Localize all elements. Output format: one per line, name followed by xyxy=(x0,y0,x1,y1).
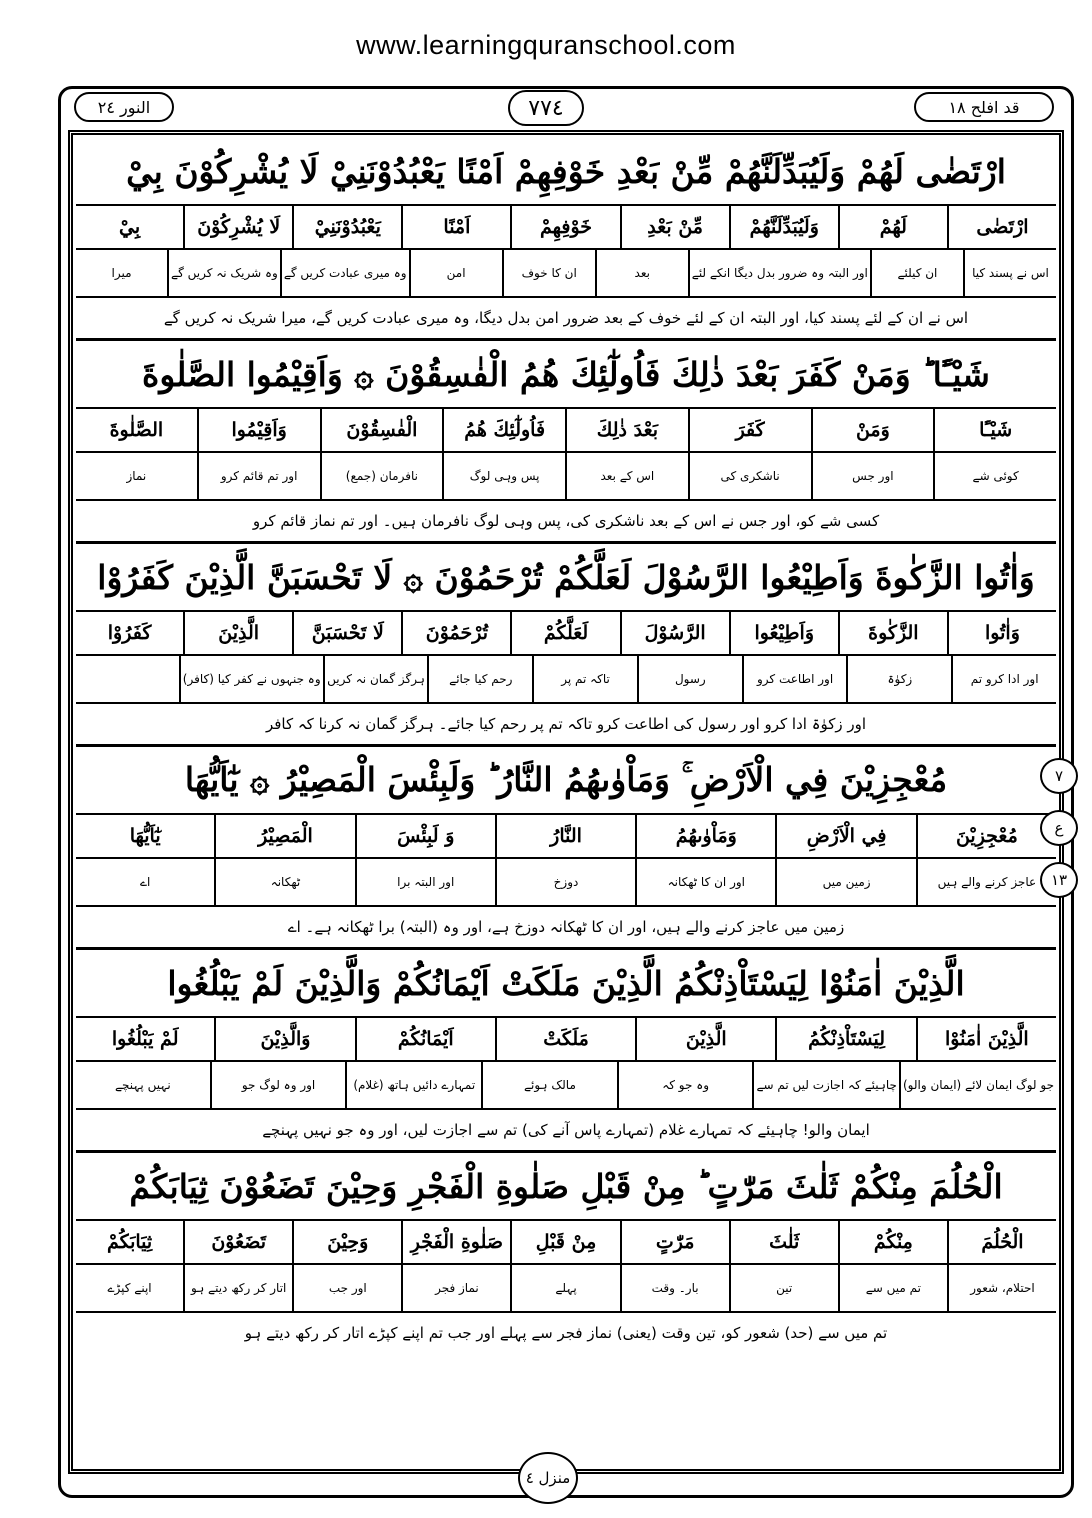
urdu-meaning-cell: ان کیلئے xyxy=(870,250,963,296)
urdu-meaning-cell: رسول xyxy=(637,656,742,702)
arabic-word-cell: الَّذِيْنَ xyxy=(635,1018,775,1060)
urdu-meaning-cell: تم میں سے xyxy=(838,1265,947,1311)
urdu-meaning-cell: اس کے بعد xyxy=(565,453,688,499)
urdu-meaning-cell: اور جب xyxy=(292,1265,401,1311)
urdu-meaning-cell: وہ جنہوں نے کفر کیا (کافر) xyxy=(179,656,323,702)
arabic-word-cell: فِي الْاَرْضِ xyxy=(775,815,915,857)
arabic-word-cell: مَلَكَتْ xyxy=(495,1018,635,1060)
urdu-meaning-cell: زکوٰۃ xyxy=(846,656,951,702)
ayah-block xyxy=(76,1153,1056,1353)
arabic-word-cell: اَيْمَانُكُمْ xyxy=(355,1018,495,1060)
urdu-meaning-cell: عاجز کرنے والے ہیں xyxy=(916,859,1056,905)
urdu-meaning-cell: وہ شریک نہ کریں گے xyxy=(167,250,280,296)
urdu-meaning-cell: اور البتہ وہ ضرور بدل دیگا انکے لئے xyxy=(688,250,870,296)
urdu-meaning-cell: احتلام، شعور xyxy=(947,1265,1056,1311)
urdu-translation-line: ایمان والو! چاہیئے کہ تمہارے غلام (تمہارے پاس آنے کی) تم سے اجازت لیں، اور وہ جو نہیں پہنچے xyxy=(76,1110,1056,1153)
ayah-block xyxy=(76,747,1056,950)
arabic-word-cell: ارْتَضٰى xyxy=(947,206,1056,248)
arabic-verse-line: مُعْجِزِيْنَ فِي الْاَرْضِ ۚ وَمَاْوٰىهُمُ النَّارُ ؕ وَلَبِئْسَ الْمَصِيْرُ ۞ يٰٓاَيُّهَا xyxy=(76,747,1056,815)
arabic-word-cell: لَهُمْ xyxy=(838,206,947,248)
urdu-translation-line: زمین میں عاجز کرنے والے ہیں، اور ان کا ٹھکانہ دوزخ ہے، اور وہ (البتہ) برا ٹھکانہ ہے۔ اے xyxy=(76,907,1056,950)
arabic-word-cell: تُرْحَمُوْنَ xyxy=(401,612,510,654)
arabic-word-cell: وَاَطِيْعُوا xyxy=(729,612,838,654)
urdu-translation-line: کسی شے کو، اور جس نے اس کے بعد ناشکری کی، پس وہی لوگ نافرمان ہیں۔ اور تم نماز قائم کرو xyxy=(76,501,1056,544)
arabic-word-cell: تَضَعُوْنَ xyxy=(183,1221,292,1263)
arabic-word-cell: خَوْفِهِمْ xyxy=(510,206,619,248)
arabic-word-cell: ثَلٰثَ xyxy=(729,1221,838,1263)
urdu-meaning-cell: تمہارے دائیں ہاتھ (غلام) xyxy=(345,1062,481,1108)
urdu-meaning-cell: پس وہی لوگ xyxy=(442,453,565,499)
urdu-meaning-cell: تین xyxy=(729,1265,838,1311)
arabic-word-cell: مَرّٰتٍ xyxy=(620,1221,729,1263)
side-marker-ruku: ع xyxy=(1040,810,1078,846)
urdu-meaning-cell: بعد xyxy=(595,250,688,296)
word-row xyxy=(76,1221,1056,1265)
word-row xyxy=(76,1018,1056,1062)
arabic-word-cell: وَلَيُبَدِّلَنَّهُمْ xyxy=(729,206,838,248)
arabic-word-cell: مِنْكُمْ xyxy=(838,1221,947,1263)
arabic-verse-line: الْحُلُمَ مِنْكُمْ ثَلٰثَ مَرّٰتٍ ؕ مِنْ قَبْلِ صَلٰوةِ الْفَجْرِ وَحِيْنَ تَضَعُوْنَ ثِيَابَكُمْ xyxy=(76,1153,1056,1221)
arabic-word-cell: لَا تَحْسَبَنَّ xyxy=(292,612,401,654)
page-number: ٧٧٤ xyxy=(508,90,584,126)
arabic-verse-line: وَاٰتُوا الزَّكٰوةَ وَاَطِيْعُوا الرَّسُوْلَ لَعَلَّكُمْ تُرْحَمُوْنَ ۞ لَا تَحْسَبَنَّ الَّذِيْنَ كَفَرُوْا xyxy=(76,544,1056,612)
arabic-word-cell: الزَّكٰوةَ xyxy=(838,612,947,654)
arabic-word-cell: يَعْبُدُوْنَنِيْ xyxy=(292,206,401,248)
urdu-meaning-cell: چاہیئے کہ اجازت لیں تم سے xyxy=(752,1062,899,1108)
urdu-translation-line: اس نے ان کے لئے پسند کیا، اور البتہ ان کے لئے خوف کے بعد ضرور امن بدل دیگا، وہ میری عبادت کریں گے، میرا شریک نہ کریں گے xyxy=(76,298,1056,341)
arabic-word-cell: الْمَصِيْرُ xyxy=(214,815,354,857)
urdu-meaning-cell: نہیں پہنچے xyxy=(115,1078,171,1092)
word-row xyxy=(76,206,1056,250)
side-marker-count: ١٣ xyxy=(1040,862,1078,898)
urdu-meaning-cell: نافرمان (جمع) xyxy=(320,453,443,499)
site-url: www.learningquranschool.com xyxy=(356,30,736,60)
urdu-meaning-cell: ناشکری کی xyxy=(688,453,811,499)
arabic-word-cell: مُعْجِزِيْنَ xyxy=(916,815,1056,857)
arabic-word-cell: وَحِيْنَ xyxy=(292,1221,401,1263)
manzil-marker: منزل ٤ xyxy=(518,1452,578,1504)
urdu-meaning-cell xyxy=(76,656,179,702)
urdu-meaning-cell: اور تم قائم کرو xyxy=(197,453,320,499)
urdu-meaning-cell: پہلے xyxy=(510,1265,619,1311)
arabic-word-cell: وَمَاْوٰىهُمُ xyxy=(635,815,775,857)
arabic-word-cell: النَّارُ xyxy=(495,815,635,857)
juz-label: قد افلح ١٨ xyxy=(914,92,1054,122)
urdu-meaning-cell: زمین میں xyxy=(775,859,915,905)
ayah-block xyxy=(76,950,1056,1153)
arabic-word-cell: الْحُلُمَ xyxy=(947,1221,1056,1263)
arabic-word-cell: الَّذِيْنَ xyxy=(183,612,292,654)
word-row xyxy=(76,409,1056,453)
urdu-meaning-cell: ٹھکانہ xyxy=(214,859,354,905)
urdu-meaning-cell: اور اطاعت کرو xyxy=(742,656,847,702)
arabic-word-cell: صَلٰوةِ الْفَجْرِ xyxy=(401,1221,510,1263)
arabic-word-cell: وَالَّذِيْنَ xyxy=(214,1018,354,1060)
arabic-word-cell: الصَّلٰوةَ xyxy=(109,419,164,441)
urdu-meaning-cell: اور ادا کرو تم xyxy=(951,656,1056,702)
word-row xyxy=(76,815,1056,859)
arabic-word-cell: كَفَرُوْا xyxy=(107,622,152,644)
arabic-word-cell: وَمَنْ xyxy=(811,409,934,451)
arabic-word-cell: يٰٓاَيُّهَا xyxy=(129,825,161,847)
arabic-word-cell: شَيْـًٔا xyxy=(933,409,1056,451)
arabic-word-cell: وَاَقِيْمُوا xyxy=(197,409,320,451)
arabic-verse-line: شَيْـًٔا ؕ وَمَنْ كَفَرَ بَعْدَ ذٰلِكَ فَاُولٰٓئِكَ هُمُ الْفٰسِقُوْنَ ۞ وَاَقِيْمُوا الصَّلٰوةَ xyxy=(76,341,1056,409)
urdu-meaning-cell: نماز xyxy=(126,469,147,483)
arabic-word-cell: ثِيَابَكُمْ xyxy=(106,1231,153,1253)
urdu-meaning-cell: اپنے کپڑے xyxy=(107,1281,152,1295)
meaning-row xyxy=(76,250,1056,298)
meaning-row xyxy=(76,656,1056,704)
urdu-meaning-cell: دوزخ xyxy=(495,859,635,905)
arabic-word-cell: وَ لَبِئْسَ xyxy=(355,815,495,857)
arabic-word-cell: مِنْ قَبْلِ xyxy=(510,1221,619,1263)
urdu-meaning-cell: اور البتہ برا xyxy=(355,859,495,905)
urdu-meaning-cell: وہ جو کہ xyxy=(617,1062,753,1108)
urdu-meaning-cell: اور جس xyxy=(811,453,934,499)
urdu-translation-line: تم میں سے (حد) شعور کو، تین وقت (یعنی) نماز فجر سے پہلے اور جب تم اپنے کپڑے اتار کر رکھ دیتے ہو xyxy=(244,1324,888,1342)
meaning-row xyxy=(76,1265,1056,1313)
urdu-meaning-cell: اور ان کا ٹھکانہ xyxy=(635,859,775,905)
meaning-row xyxy=(76,859,1056,907)
urdu-meaning-cell: اے xyxy=(139,875,151,889)
urdu-meaning-cell: تاکہ تم پر xyxy=(532,656,637,702)
ayah-block xyxy=(76,544,1056,747)
urdu-meaning-cell: وہ میری عبادت کریں گے xyxy=(280,250,409,296)
arabic-word-cell: اَمْنًا xyxy=(401,206,510,248)
arabic-word-cell: كَفَرَ xyxy=(688,409,811,451)
urdu-translation-line: اور زکوٰۃ ادا کرو اور رسول کی اطاعت کرو تاکہ تم پر رحم کیا جائے۔ ہرگز گمان نہ کرنا کہ کافر xyxy=(76,704,1056,747)
urdu-meaning-cell: رحم کیا جائے xyxy=(427,656,532,702)
arabic-word-cell: بَعْدَ ذٰلِكَ xyxy=(565,409,688,451)
ayah-block xyxy=(76,341,1056,544)
urdu-meaning-cell: مالک ہوئے xyxy=(481,1062,617,1108)
arabic-word-cell: لَمْ يَبْلُغُوا xyxy=(111,1028,179,1050)
urdu-meaning-cell: ہرگز گمان نہ کریں xyxy=(323,656,428,702)
urdu-meaning-cell: اس نے پسند کیا xyxy=(963,250,1056,296)
meaning-row xyxy=(76,1062,1056,1110)
arabic-word-cell: لَعَلَّكُمْ xyxy=(510,612,619,654)
arabic-word-cell: الْفٰسِقُوْنَ xyxy=(320,409,443,451)
arabic-verse-line: الَّذِيْنَ اٰمَنُوْا لِيَسْتَاْذِنْكُمُ الَّذِيْنَ مَلَكَتْ اَيْمَانُكُمْ وَالَّذِيْنَ لَمْ يَبْلُغُوا xyxy=(76,950,1056,1018)
urdu-meaning-cell: نماز فجر xyxy=(401,1265,510,1311)
side-marker-ruku-number: ٧ xyxy=(1040,758,1078,794)
arabic-word-cell: الرَّسُوْلَ xyxy=(620,612,729,654)
arabic-word-cell: وَاٰتُوا xyxy=(947,612,1056,654)
ayah-block xyxy=(76,138,1056,341)
meaning-row xyxy=(76,453,1056,501)
urdu-meaning-cell: اور وہ لوگ جو xyxy=(210,1062,346,1108)
arabic-word-cell: مِّنْ بَعْدِ xyxy=(620,206,729,248)
urdu-meaning-cell: میرا xyxy=(111,266,132,280)
arabic-word-cell: بِيْ xyxy=(119,216,141,238)
arabic-verse-line: ارْتَضٰى لَهُمْ وَلَيُبَدِّلَنَّهُمْ مِّنْ بَعْدِ خَوْفِهِمْ اَمْنًا يَعْبُدُوْنَنِيْ لَا يُشْرِكُوْنَ بِيْ xyxy=(76,138,1056,206)
urdu-meaning-cell: ان کا خوف xyxy=(502,250,595,296)
urdu-meaning-cell: امن xyxy=(409,250,502,296)
arabic-word-cell: فَاُولٰٓئِكَ هُمُ xyxy=(442,409,565,451)
urdu-meaning-cell: بار۔ وقت xyxy=(620,1265,729,1311)
urdu-meaning-cell: اتار کر رکھ دیتے ہو xyxy=(183,1265,292,1311)
translation-grid xyxy=(76,138,1056,1464)
word-row xyxy=(76,612,1056,656)
arabic-word-cell: لَا يُشْرِكُوْنَ xyxy=(183,206,292,248)
surah-label: النور ٢٤ xyxy=(74,92,174,122)
arabic-word-cell: الَّذِيْنَ اٰمَنُوْا xyxy=(916,1018,1056,1060)
arabic-word-cell: لِيَسْتَاْذِنْكُمُ xyxy=(775,1018,915,1060)
urdu-meaning-cell: کوئی شے xyxy=(933,453,1056,499)
urdu-meaning-cell: جو لوگ ایمان لائے (ایمان والو) xyxy=(899,1062,1056,1108)
